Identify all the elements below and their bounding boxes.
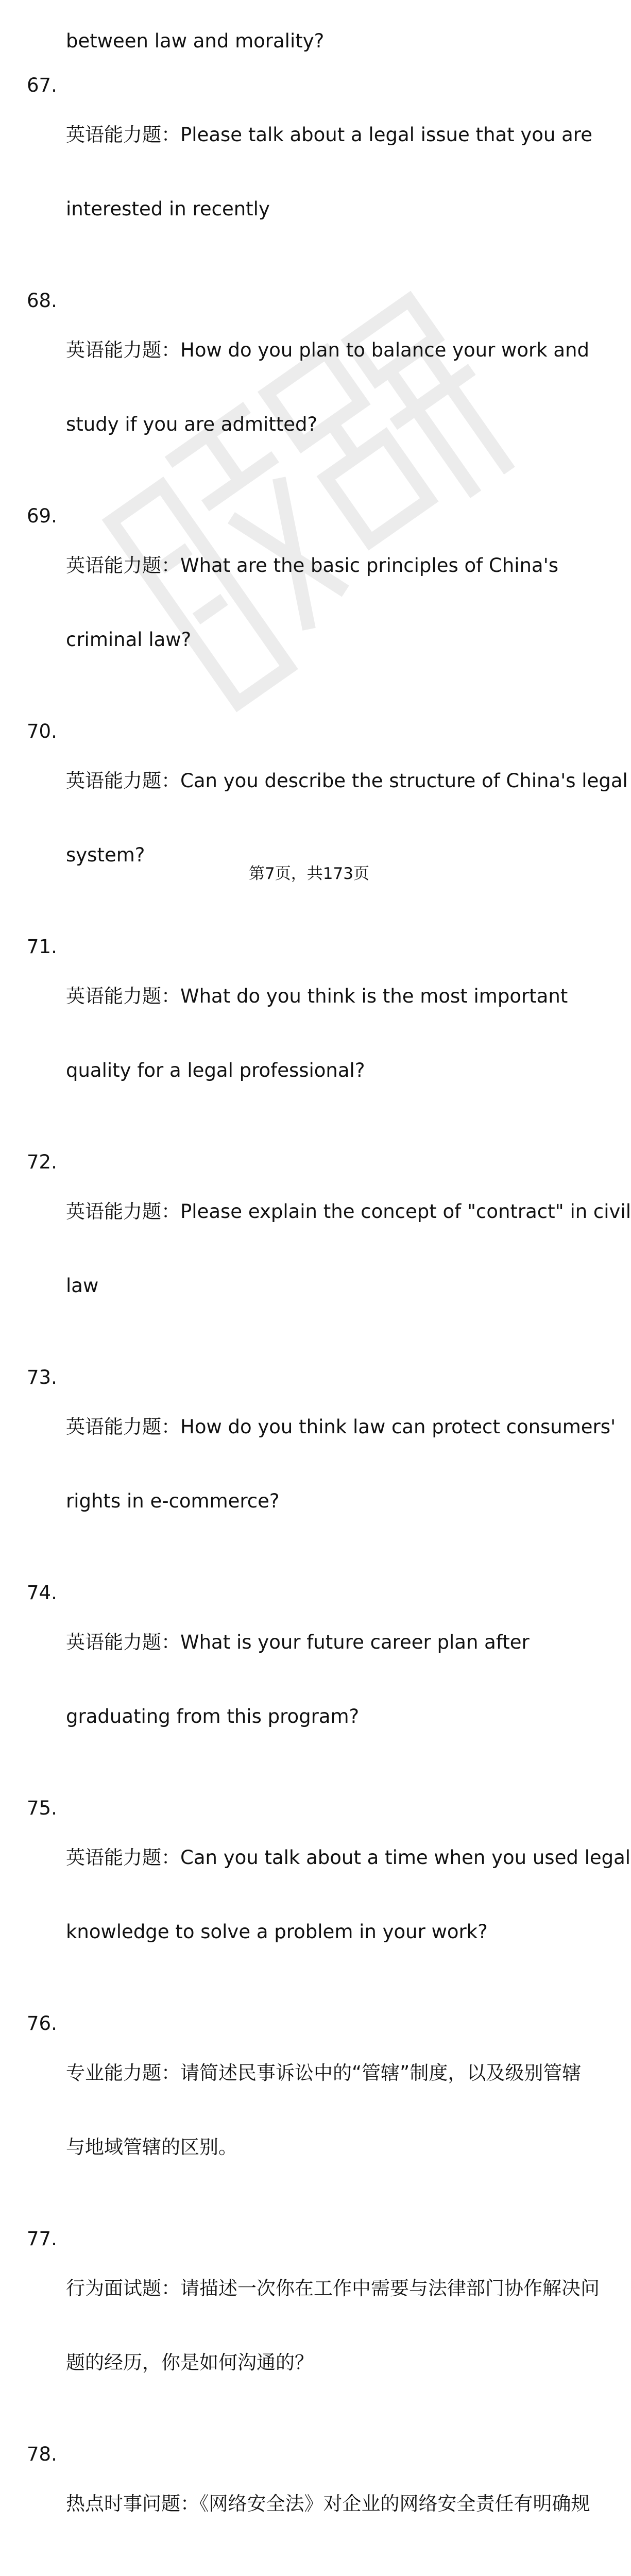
- question-number: 70.: [27, 720, 57, 742]
- question-line: 英语能力题：Can you describe the structure of China's legal: [66, 770, 628, 792]
- question-line: rights in e-commerce?: [66, 1490, 280, 1512]
- question-item: [0, 1150, 631, 1348]
- continued-question-text: between law and morality?: [66, 30, 325, 52]
- question-number: 74.: [27, 1582, 57, 1604]
- question-line: interested in recently: [66, 198, 270, 220]
- page-footer: 第7页，共173页: [249, 865, 369, 883]
- question-item: [0, 2011, 618, 2209]
- question-line: 与地域管辖的区别。: [66, 2136, 237, 2158]
- question-item: [0, 73, 618, 271]
- question-text: [66, 1150, 631, 1348]
- question-text: [66, 2227, 600, 2425]
- question-text: [66, 504, 596, 702]
- question-line: 英语能力题：What do you think is the most important: [66, 985, 568, 1007]
- question-text: [66, 73, 596, 271]
- question-item: [0, 504, 618, 702]
- question-text: [66, 2442, 596, 2566]
- question-item: [0, 719, 628, 917]
- question-line: law: [66, 1275, 99, 1297]
- question-number: 76.: [27, 2012, 57, 2035]
- question-line: criminal law?: [66, 629, 192, 651]
- question-number: 72.: [27, 1151, 57, 1173]
- question-text: [66, 2011, 596, 2209]
- question-line: quality for a legal professional?: [66, 1059, 365, 1081]
- question-item: [0, 2442, 618, 2566]
- question-number: 78.: [27, 2443, 57, 2465]
- question-line: 英语能力题：Please talk about a legal issue that you are: [66, 124, 592, 146]
- question-line: 英语能力题：How do you plan to balance your work and: [66, 339, 589, 361]
- question-list: [0, 73, 631, 2576]
- question-item: [0, 935, 618, 1132]
- question-line: 专业能力题：请简述民事诉讼中的“管辖”制度，以及级别管辖: [66, 2062, 582, 2084]
- question-text: [66, 1581, 596, 1778]
- question-line: 英语能力题：Please explain the concept of "contract" in civil: [66, 1200, 631, 1223]
- question-number: 71.: [27, 936, 57, 958]
- question-text: [66, 1796, 631, 1994]
- question-text: [66, 289, 596, 486]
- question-line: 英语能力题：What is your future career plan after: [66, 1631, 530, 1653]
- question-number: 75.: [27, 1797, 57, 1819]
- question-number: 73.: [27, 1366, 57, 1388]
- question-item: [0, 289, 618, 486]
- question-text: [66, 719, 628, 917]
- question-item: [0, 2227, 618, 2425]
- question-number: 68.: [27, 290, 57, 312]
- question-line: 热点时事问题：《网络安全法》对企业的网络安全责任有明确规: [66, 2493, 590, 2515]
- question-item: [0, 1365, 618, 1563]
- question-line: graduating from this program?: [66, 1705, 360, 1727]
- question-line: 英语能力题：How do you think law can protect consumers': [66, 1416, 616, 1438]
- question-number: 67.: [27, 74, 57, 96]
- question-item: [0, 1581, 618, 1778]
- question-text: [66, 1365, 616, 1563]
- question-line: 题的经历，你是如何沟通的？: [66, 2351, 314, 2374]
- question-line: study if you are admitted?: [66, 413, 318, 435]
- question-line: 英语能力题：What are the basic principles of China's: [66, 554, 559, 577]
- question-number: 69.: [27, 505, 57, 527]
- question-item: [0, 1796, 631, 1994]
- question-line: 行为面试题：请描述一次你在工作中需要与法律部门协作解决问: [66, 2277, 600, 2299]
- question-line: system?: [66, 844, 145, 866]
- question-text: [66, 935, 596, 1132]
- question-line: knowledge to solve a problem in your work?: [66, 1921, 488, 1943]
- question-number: 77.: [27, 2228, 57, 2250]
- question-line: 英语能力题：Can you talk about a time when you used legal: [66, 1846, 631, 1869]
